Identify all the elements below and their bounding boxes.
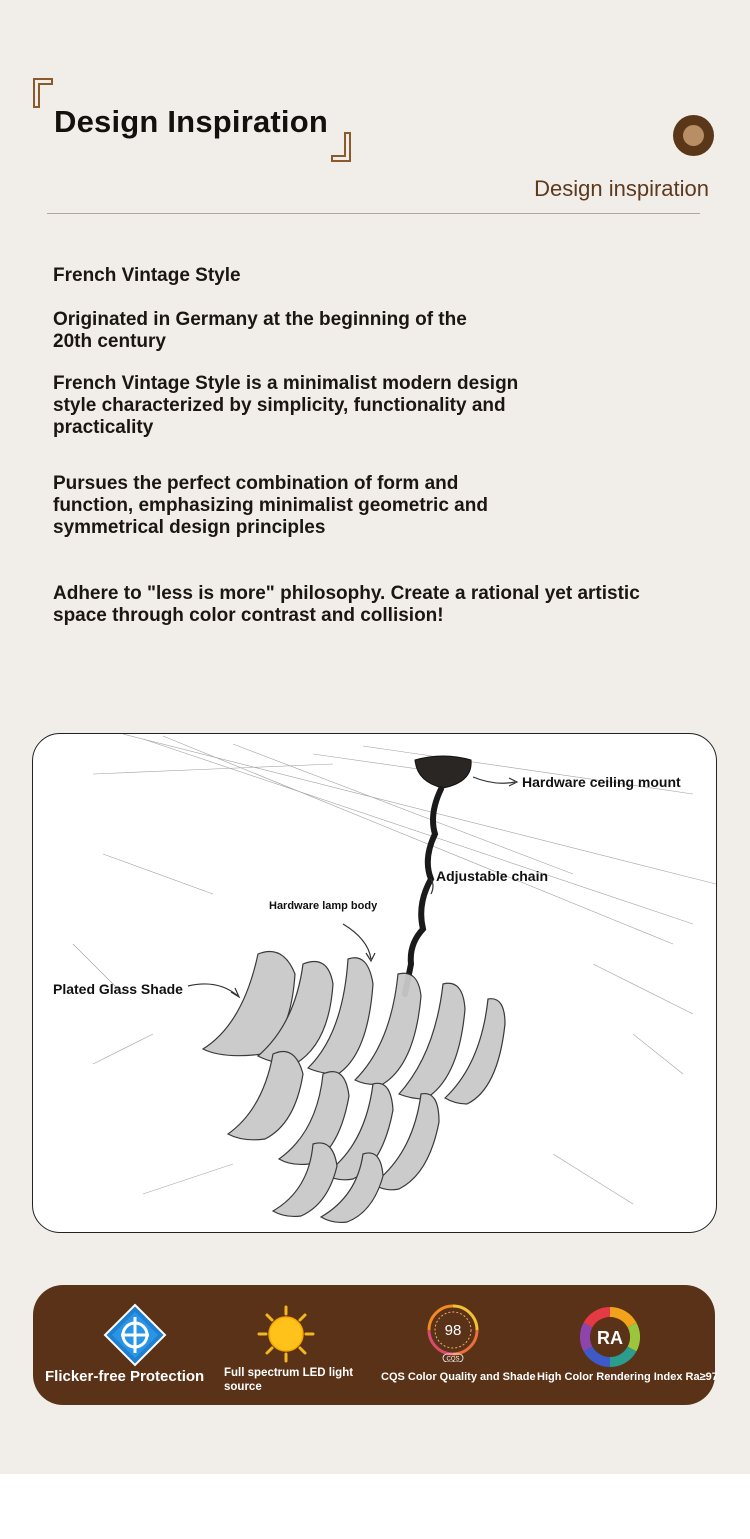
description-text: French Vintage Style is a minimalist modern design style characterized by simplicity, functionality and practicality [53, 373, 519, 438]
style-name: French Vintage Style [53, 265, 241, 286]
principles-text: Pursues the perfect combination of form and function, emphasizing minimalist geometric and symmetrical design principles [53, 473, 488, 538]
cqs-value: 98 [444, 1322, 462, 1339]
philosophy-text: Adhere to "less is more" philosophy. Create a rational yet artistic space through color contrast and collision! [53, 583, 640, 626]
feature-full-spectrum [213, 1285, 363, 1405]
callout-adjustable-chain: Adjustable chain [436, 868, 549, 884]
page-title: Design Inspiration [54, 104, 329, 139]
feature-label: High Color Rendering Index Ra≥97 [537, 1371, 718, 1383]
callout-ceiling-mount: Hardware ceiling mount [522, 774, 681, 790]
cqs-unit: CQS [446, 1356, 460, 1362]
decorative-dot-icon [673, 115, 714, 156]
feature-label: Flicker-free Protection [45, 1368, 205, 1385]
feature-label: CQS Color Quality and Shade [381, 1371, 536, 1383]
corner-bracket-top-left-icon [33, 78, 53, 108]
feature-flicker-free [33, 1285, 213, 1405]
callout-glass-shade: Plated Glass Shade [53, 981, 183, 997]
divider [47, 213, 700, 214]
footer-strip [0, 1474, 750, 1539]
chandelier-sketch [32, 733, 717, 1233]
ra-color-wheel-icon [580, 1307, 640, 1367]
callout-lamp-body: Hardware lamp body [269, 900, 378, 912]
feature-label: Full spectrum LED light source [224, 1367, 354, 1393]
flicker-free-diamond-icon [103, 1303, 167, 1367]
cqs-98-badge-icon [426, 1302, 480, 1362]
feature-ra [533, 1285, 718, 1405]
features-bar [33, 1285, 718, 1405]
origin-text: Originated in Germany at the beginning of the 20th century [53, 309, 467, 352]
section-subtitle: Design inspiration [534, 176, 709, 201]
sun-icon [257, 1305, 315, 1363]
feature-cqs [373, 1285, 536, 1405]
ra-badge-text: RA [597, 1328, 623, 1348]
corner-bracket-bottom-right-icon [331, 132, 351, 162]
